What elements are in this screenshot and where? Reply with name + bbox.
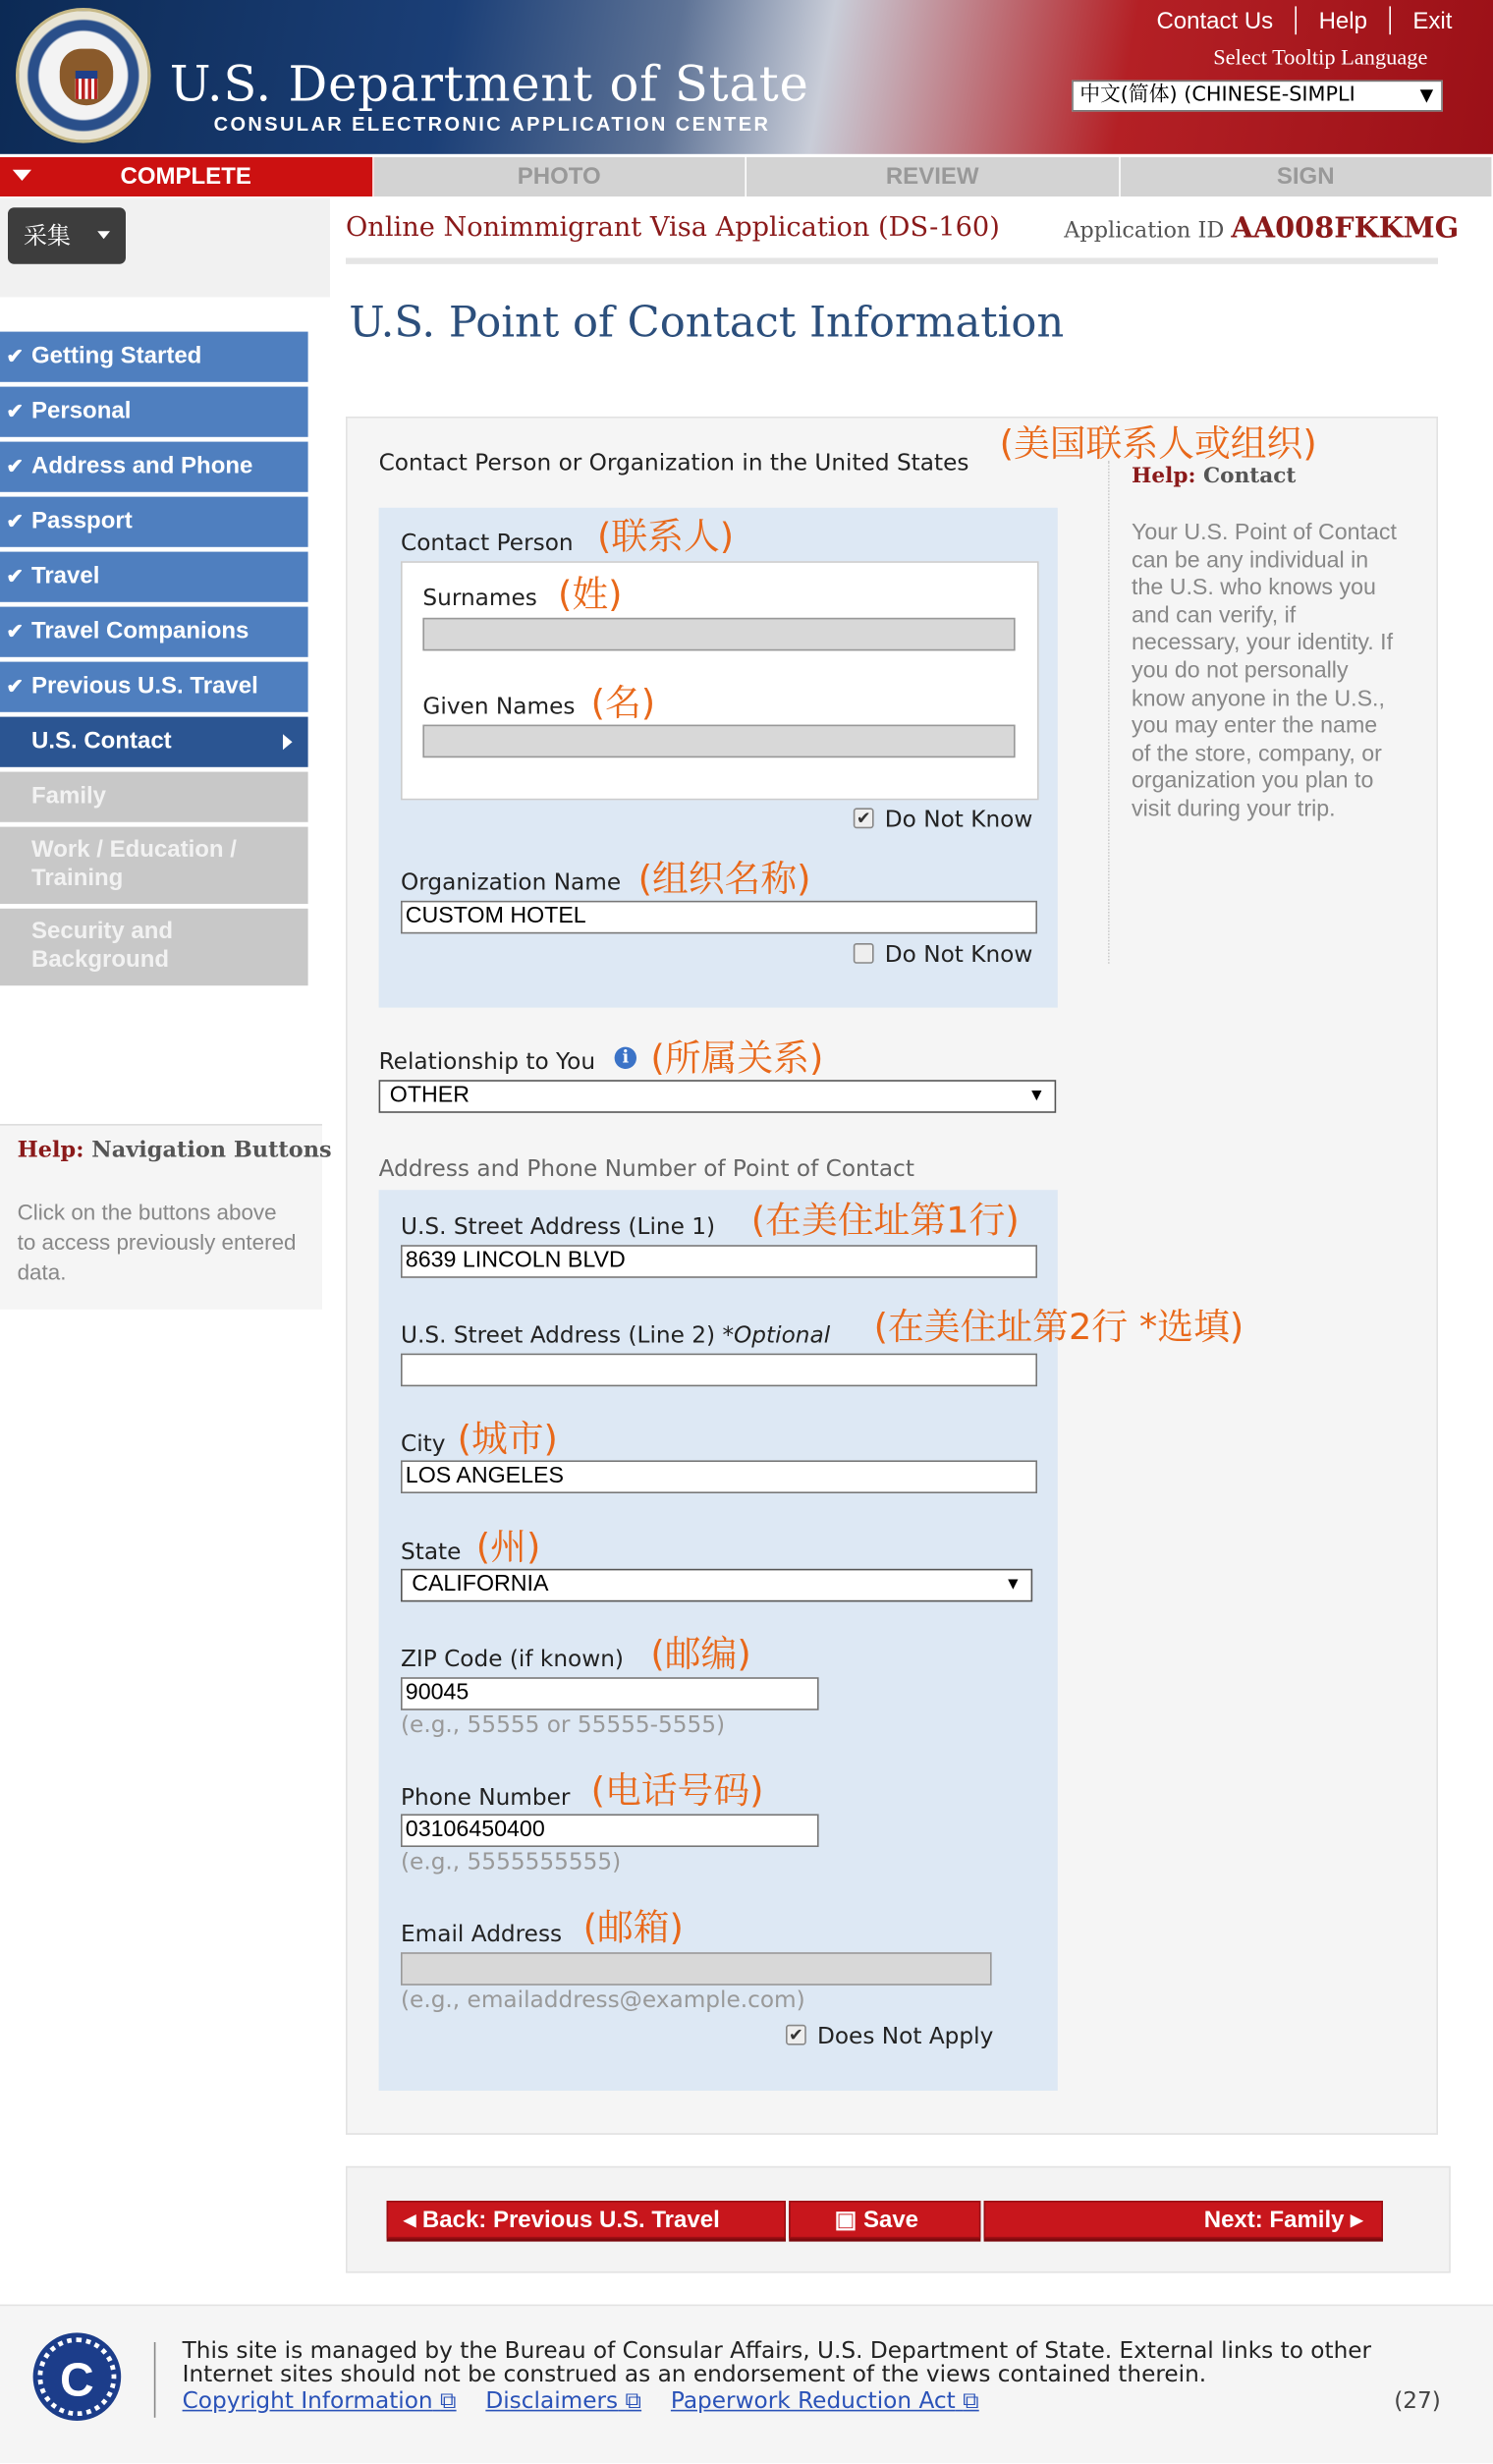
person-do-not-know-label: Do Not Know (884, 808, 1033, 833)
collect-dropdown-button[interactable] (8, 207, 126, 264)
sidebar-item-label: Security and Background (31, 918, 174, 974)
nav-help-text: Click on the buttons above to access previously entered data. (17, 1199, 297, 1285)
street-line2-input[interactable] (401, 1354, 1037, 1387)
step-label: SIGN (1276, 163, 1335, 191)
sidebar-item-security-background (0, 909, 308, 985)
form-title: Online Nonimmigrant Visa Application (DS-160) (346, 212, 1000, 244)
sidebar-item-travel-companions[interactable] (0, 607, 308, 657)
application-id-label: Application ID (1064, 218, 1225, 244)
relationship-value: OTHER (389, 1083, 470, 1108)
email-does-not-apply-checkbox[interactable]: ✔ (786, 2025, 806, 2045)
disclaimers-link-label: Disclaimers (485, 2389, 619, 2415)
sidebar-item-personal[interactable] (0, 387, 308, 437)
step-sign (1120, 157, 1493, 196)
help-label: Help: (1132, 464, 1196, 489)
external-link-icon: ⧉ (625, 2389, 642, 2415)
chevron-down-icon: ▼ (1004, 1575, 1022, 1595)
zip-hint: (e.g., 55555 or 55555-5555) (401, 1713, 726, 1739)
street-line1-label: U.S. Street Address (Line 1) (401, 1214, 716, 1241)
checkmark-icon: ✔ (6, 509, 24, 533)
sidebar-item-label: Travel (31, 562, 100, 589)
city-label: City (401, 1431, 446, 1458)
phone-input[interactable]: 03106450400 (401, 1814, 819, 1847)
organization-name-input[interactable]: CUSTOM HOTEL (401, 901, 1037, 934)
sidebar-item-work-education (0, 827, 308, 904)
tooltip-language-value: 中文(简体) (CHINESE-SIMPLI (1079, 83, 1355, 107)
organization-name-label: Organization Name (401, 870, 622, 896)
tooltip-language-label: Select Tooltip Language (1213, 47, 1428, 71)
save-button[interactable] (789, 2201, 980, 2238)
state-department-seal-icon (16, 8, 151, 143)
nav-help-heading: Navigation Buttons (91, 1138, 332, 1163)
state-annotation: (州) (475, 1528, 541, 1569)
sidebar-item-label: Previous U.S. Travel (31, 672, 258, 700)
back-button-label: Back: Previous U.S. Travel (421, 2207, 720, 2234)
email-input[interactable] (401, 1952, 992, 1986)
footer-divider (154, 2342, 156, 2418)
street-line1-input[interactable]: 8639 LINCOLN BLVD (401, 1245, 1037, 1278)
relationship-annotation: (所属关系) (650, 1038, 824, 1081)
contact-person-annotation: (联系人) (597, 517, 735, 558)
disclaimers-link[interactable] (485, 2389, 641, 2415)
sidebar-item-label: Work / Education / Training (31, 836, 237, 892)
optional-note: *Optional (722, 1323, 831, 1349)
external-link-icon: ⧉ (963, 2389, 979, 2415)
relationship-select[interactable] (379, 1080, 1057, 1113)
sidebar-item-travel[interactable] (0, 552, 308, 602)
given-names-input[interactable] (422, 725, 1015, 758)
paperwork-reduction-link[interactable] (671, 2389, 979, 2415)
street-line1-annotation: (在美住址第1行) (750, 1201, 1020, 1242)
step-complete[interactable] (0, 157, 373, 196)
info-icon[interactable]: i (615, 1047, 636, 1069)
tooltip-language-select[interactable] (1072, 81, 1443, 112)
divider (346, 257, 1438, 263)
phone-label: Phone Number (401, 1785, 571, 1812)
checkmark-icon: ✔ (6, 399, 24, 423)
city-annotation: (城市) (457, 1419, 558, 1461)
chevron-down-icon: ▼ (1419, 84, 1434, 106)
nav-help-label: Help: (17, 1138, 84, 1163)
checkmark-icon: ✔ (6, 619, 24, 644)
given-names-label: Given Names (422, 695, 576, 720)
department-subtitle: CONSULAR ELECTRONIC APPLICATION CENTER (213, 113, 771, 136)
person-do-not-know-checkbox[interactable]: ✔ (854, 808, 874, 828)
zip-label: ZIP Code (if known) (401, 1647, 624, 1673)
consular-affairs-logo-icon: C (37, 2337, 116, 2416)
step-review (746, 157, 1120, 196)
email-annotation: (邮箱) (582, 1908, 684, 1949)
application-id-value: AA008FKKMG (1231, 212, 1460, 246)
email-label: Email Address (401, 1922, 563, 1948)
surnames-input[interactable] (422, 618, 1015, 651)
next-button-label: Next: Family (1203, 2207, 1345, 2234)
help-link[interactable]: Help (1318, 7, 1367, 34)
phone-hint: (e.g., 5555555555) (401, 1850, 622, 1876)
nav-help-title (18, 1138, 332, 1163)
footer-links (183, 2389, 1002, 2415)
step-label: PHOTO (517, 163, 601, 191)
surnames-annotation: (姓) (558, 575, 623, 617)
org-do-not-know-checkbox[interactable] (854, 943, 874, 964)
given-names-annotation: (名) (590, 684, 656, 725)
chevron-down-icon: ▼ (1027, 1086, 1045, 1105)
top-nav (1134, 3, 1474, 37)
sidebar-item-address-and-phone[interactable] (0, 442, 308, 492)
chevron-left-icon: ◂ (404, 2207, 416, 2234)
checkmark-icon: ✔ (6, 344, 24, 368)
street-line2-label (401, 1323, 830, 1349)
sidebar-item-passport[interactable] (0, 497, 308, 547)
contact-us-link[interactable]: Contact Us (1156, 7, 1274, 34)
sidebar-item-label: Getting Started (31, 342, 202, 369)
contact-section-annotation: (美国联系人或组织) (999, 424, 1317, 466)
city-input[interactable]: LOS ANGELES (401, 1460, 1037, 1493)
street-line2-label-text: U.S. Street Address (Line 2) (401, 1323, 716, 1349)
sidebar-item-getting-started[interactable] (0, 332, 308, 382)
collect-button-label: 采集 (24, 221, 72, 251)
paperwork-link-label: Paperwork Reduction Act (670, 2389, 956, 2415)
address-section-label: Address and Phone Number of Point of Contact (378, 1156, 914, 1183)
state-select[interactable] (401, 1569, 1032, 1602)
street-line2-annotation: (在美住址第2行 *选填) (873, 1308, 1244, 1349)
sidebar-item-previous-us-travel[interactable] (0, 662, 308, 712)
contact-section-label: Contact Person or Organization in the United States (378, 451, 969, 476)
help-text: Your U.S. Point of Contact can be any individual in the U.S. who knows you and can verify, if necessary, your identity. If you do not personally know anyone in the U.S., you may enter the name of the store, company, or organization you plan to visit during your trip. (1132, 520, 1397, 822)
zip-input[interactable]: 90045 (401, 1677, 819, 1710)
help-title (1132, 464, 1296, 489)
zip-annotation: (邮编) (650, 1635, 751, 1676)
exit-link[interactable]: Exit (1412, 7, 1453, 34)
state-label: State (401, 1540, 462, 1566)
help-heading: Contact (1202, 464, 1297, 489)
progress-steps (0, 157, 1493, 196)
contact-person-label: Contact Person (401, 531, 574, 557)
sidebar-item-label: Travel Companions (31, 617, 249, 644)
page-title: U.S. Point of Contact Information (349, 299, 1065, 348)
relationship-label: Relationship to You (378, 1049, 596, 1076)
checkmark-icon: ✔ (6, 564, 24, 588)
copyright-link-label: Copyright Information (182, 2389, 433, 2415)
sidebar-item-label: Personal (31, 397, 132, 424)
org-do-not-know-label: Do Not Know (884, 943, 1033, 969)
footer-text: This site is managed by the Bureau of Consular Affairs, U.S. Department of State. External links to other Internet sites should not be construed as an endorsement of the views contained therein. (182, 2338, 1372, 2388)
department-title: U.S. Department of State (169, 56, 809, 114)
page-count: (27) (1394, 2389, 1441, 2415)
state-value: CALIFORNIA (412, 1572, 549, 1597)
next-button[interactable] (984, 2201, 1383, 2238)
step-photo (373, 157, 746, 196)
sidebar-item-family (0, 772, 308, 822)
sidebar-item-label: Family (31, 782, 107, 810)
caret-right-icon (283, 734, 293, 750)
surnames-label: Surnames (422, 586, 537, 612)
chevron-right-icon: ▸ (1351, 2207, 1363, 2234)
application-id (1064, 212, 1459, 246)
sidebar-item-label: Address and Phone (31, 452, 253, 479)
save-icon: ▣ (834, 2207, 857, 2234)
caret-down-icon (13, 170, 31, 181)
phone-annotation: (电话号码) (590, 1771, 764, 1813)
step-label: COMPLETE (120, 163, 251, 191)
caret-down-icon (97, 231, 110, 239)
copyright-link[interactable] (183, 2389, 457, 2415)
back-button[interactable] (387, 2201, 786, 2238)
step-label: REVIEW (885, 163, 979, 191)
sidebar-item-label: U.S. Contact (31, 727, 172, 755)
external-link-icon: ⧉ (440, 2389, 457, 2415)
sidebar-item-us-contact[interactable] (0, 717, 308, 767)
save-button-label: Save (862, 2207, 919, 2234)
email-does-not-apply-label: Does Not Apply (817, 2024, 994, 2050)
email-hint: (e.g., emailaddress@example.com) (401, 1988, 805, 2014)
sidebar-item-label: Passport (31, 507, 133, 534)
checkmark-icon: ✔ (6, 454, 24, 478)
checkmark-icon: ✔ (6, 674, 24, 699)
organization-name-annotation: (组织名称) (637, 860, 811, 901)
